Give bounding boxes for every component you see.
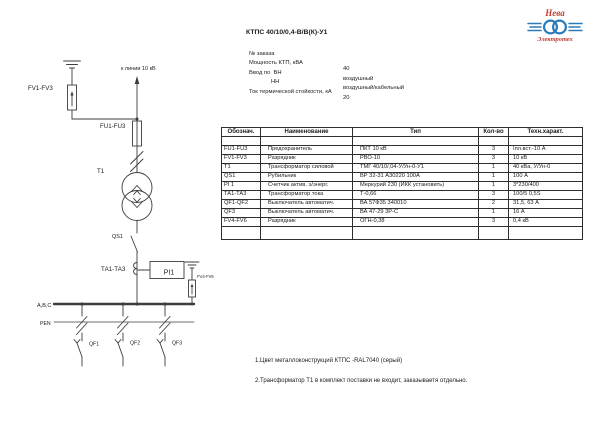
col-header: Обознач. [222, 128, 261, 137]
empty-row [222, 227, 583, 240]
table-row [222, 209, 583, 218]
fu1-fu3-label: FU1-FU3 [100, 123, 126, 130]
table-cell: 3 [479, 218, 509, 227]
table-cell: 40 кВа, У/Ун-0 [509, 164, 583, 173]
col-header: Кол-во [479, 128, 509, 137]
logo-subname-text: Электротех [537, 36, 573, 43]
table-cell: Разрядник [261, 155, 353, 164]
table-cell: Т-0,66 [353, 191, 479, 200]
transformer-symbol [97, 168, 152, 221]
table-cell: 31,5, 63 А [509, 200, 583, 209]
table-cell: ПКТ 10 кВ [353, 146, 479, 155]
transformer-emblem-icon [526, 18, 584, 36]
table-row [222, 146, 583, 155]
table-cell: Разрядник [261, 218, 353, 227]
table-cell: FV4-FV6 [222, 218, 261, 227]
table-cell: 0,4 кВ [509, 218, 583, 227]
table-cell: Меркурий 230 (ИКК установить) [353, 182, 479, 191]
table-row [222, 191, 583, 200]
table-cell: Трансформатор тока [261, 191, 353, 200]
arrester-arrow-icon [191, 284, 194, 288]
table-cell: 100 А [509, 173, 583, 182]
table-header-row [222, 128, 583, 137]
note-line: 2.Трансформатор Т1 в комплект поставки не входит, заказываетя отдельно. [255, 377, 468, 384]
table-cell: РВО-10 [353, 155, 479, 164]
table-cell: QF3 [222, 209, 261, 218]
table-row [222, 218, 583, 227]
table-cell: 3 [479, 155, 509, 164]
order-row [249, 45, 469, 57]
qf1-label: QF1 [89, 341, 100, 348]
table-cell: ОГН-0,38 [353, 218, 479, 227]
fuse-symbol [100, 121, 142, 146]
table-cell: FU1-FU3 [222, 146, 261, 155]
feeder-qf3 [157, 304, 182, 366]
table-row [222, 173, 583, 182]
meter-symbol [138, 262, 184, 279]
arrester-arrow-icon [70, 91, 73, 96]
table-cell: 3 [479, 146, 509, 155]
table-cell: Iпл.вст.-10 А [509, 146, 583, 155]
table-cell: 1 [479, 173, 509, 182]
table-cell: ВР 32-31 А30220 100А [353, 173, 479, 182]
table-cell: Трансформатор силовой [261, 164, 353, 173]
t1-label: T1 [97, 168, 105, 175]
table-cell: ВА 47-29 3Р-С [353, 209, 479, 218]
earth-icon [64, 61, 81, 85]
table-cell: Предохранитель [261, 146, 353, 155]
table-cell: 3*230/400 [509, 182, 583, 191]
logo-name-text: Нева [545, 8, 565, 18]
qs1-label: QS1 [112, 234, 124, 240]
feeder-qf1 [74, 304, 99, 366]
ta1-ta3-label: ТА1-ТА3 [101, 266, 126, 273]
table-cell: ТМГ 40/10/,04-У/Ун-0-У1 [353, 164, 479, 173]
col-header: Техн.характ. [509, 128, 583, 137]
table-cell: Рубильник [261, 173, 353, 182]
busbars [37, 302, 194, 327]
table-row [222, 155, 583, 164]
notes-block [255, 345, 467, 398]
table-row [222, 182, 583, 191]
pen-bus-label: PEN [40, 321, 51, 327]
table-cell: QF1-QF2 [222, 200, 261, 209]
table-cell: Выключатель автоматич. [261, 209, 353, 218]
qf3-label: QF3 [172, 340, 183, 347]
equipment-spec-table [221, 127, 583, 240]
table-cell: 2 [479, 200, 509, 209]
table-cell: PI 1 [222, 182, 261, 191]
fv1-fv3-label: FV1-FV3 [28, 85, 53, 92]
spec-row-power: Мощность КТП, кВА 40 [249, 60, 350, 72]
table-cell: Выключатель автоматич. [261, 200, 353, 209]
col-header: Наименование [261, 128, 353, 137]
table-cell: ВА 57Ф35 340010 [353, 200, 479, 209]
empty-row [222, 137, 583, 146]
order-label: № заказа [249, 51, 275, 57]
table-cell: 3 [479, 191, 509, 200]
arrow-up-icon [135, 76, 140, 84]
table-cell: 16 А [509, 209, 583, 218]
table-cell: 10 кВ [509, 155, 583, 164]
table-cell: QS1 [222, 173, 261, 182]
spec-row-hv-input: Ввод по ВН воздушный [249, 69, 374, 82]
table-row [222, 164, 583, 173]
lv-arrester-branch [185, 262, 214, 304]
table-cell: Т1 [222, 164, 261, 173]
table-cell: FV1-FV3 [222, 155, 261, 164]
pi1-label: PI1 [163, 269, 175, 277]
abc-bus-label: A,B,C [37, 303, 52, 309]
current-transformer-symbol [101, 263, 137, 275]
table-cell: Счетчик актив. э/энерг. [261, 182, 353, 191]
spec-row-lv-input: НН воздушный/кабельный [271, 78, 405, 91]
table-cell: 1 [479, 164, 509, 173]
note-line: 1.Цвет металлоконструкций КТПС -RAL7040 (серый) [255, 358, 403, 365]
qf2-label: QF2 [130, 340, 141, 347]
doc-title: КТПС 40/10/0,4-В/В(К)-У1 [246, 29, 328, 36]
table-cell: 1 [479, 209, 509, 218]
table-cell: 1 [479, 182, 509, 191]
fv4-fv6-label: FV4-FV6 [197, 274, 214, 279]
table-row [222, 200, 583, 209]
line-in-label: к линии 10 кВ [121, 66, 156, 72]
company-logo [520, 9, 590, 43]
table-cell: ТА1-ТА3 [222, 191, 261, 200]
col-header: Тип [353, 128, 479, 137]
spec-row-thermal: Ток термической стойкости, кА 20 [249, 88, 350, 101]
feeder-qf2 [115, 304, 140, 366]
table-cell: 100/5 0,5S [509, 191, 583, 200]
